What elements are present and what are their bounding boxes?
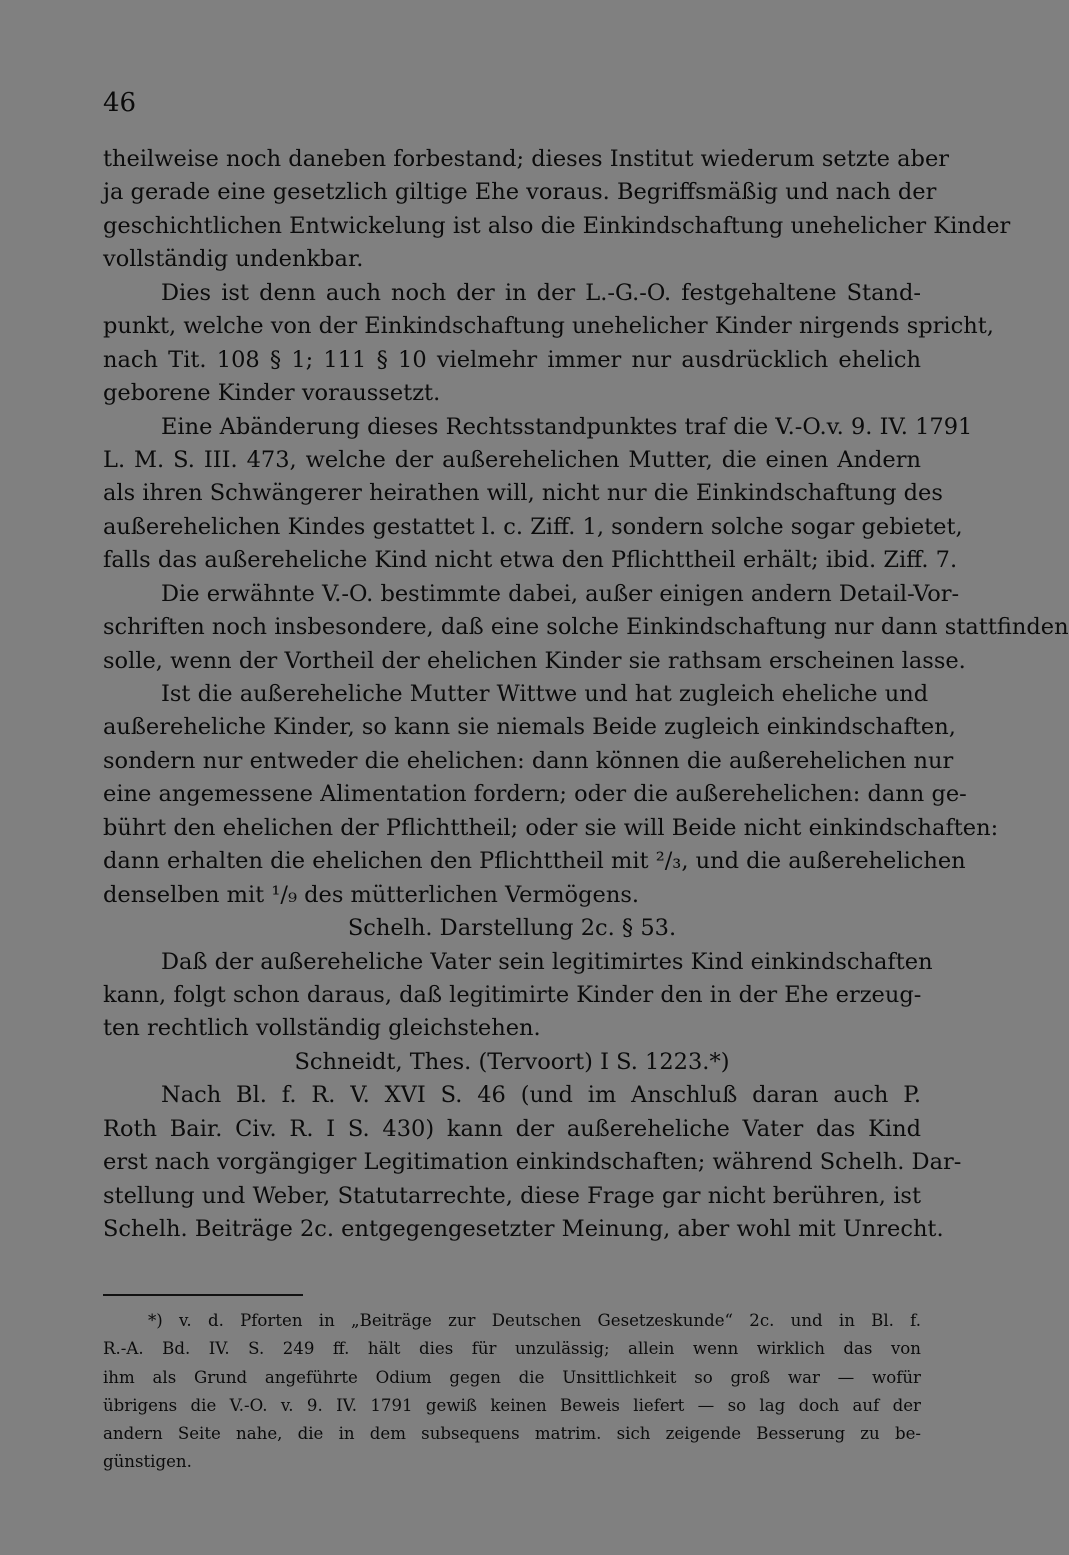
text-line: dann erhalten die ehelichen den Pflichttheil mit ²/₃, und die außerehelichen: [103, 848, 966, 875]
text-line: außerehelichen Kindes gestattet l. c. Ziff. 1, sondern solche sogar gebietet,: [103, 513, 963, 540]
text-line: Schelh. Beiträge 2c. entgegengesetzter Meinung, aber wohl mit Unrecht.: [103, 1216, 944, 1242]
text-line: denselben mit ¹/₉ des mütterlichen Vermögens.: [103, 881, 640, 908]
text-line: theilweise noch daneben forbestand; dieses Institut wiederum setzte aber: [103, 146, 950, 172]
text-line: Die erwähnte V.-O. bestimmte dabei, außer einigen andern Detail-Vor-: [161, 580, 960, 607]
text-line: Dies ist denn auch noch der in der L.-G.-O. festgehaltene Stand-: [161, 279, 921, 306]
text-line: Daß der außereheliche Vater sein legitimirtes Kind einkindschaften: [161, 948, 933, 975]
footnote-line: übrigens die V.-O. v. 9. IV. 1791 gewiß keinen Beweis liefert — so lag doch auf der: [103, 1395, 921, 1415]
text-line: als ihren Schwängerer heirathen will, nicht nur die Einkindschaftung des: [103, 480, 943, 507]
text-line: solle, wenn der Vortheil der ehelichen Kinder sie rathsam erscheinen lasse.: [103, 647, 966, 674]
text-line: sondern nur entweder die ehelichen: dann können die außerehelichen nur: [103, 747, 954, 774]
text-line: schriften noch insbesondere, daß eine solche Einkindschaftung nur dann stattfinden: [103, 614, 1069, 641]
text-line: erst nach vorgängiger Legitimation einkindschaften; während Schelh. Dar-: [103, 1149, 962, 1176]
footnote-line: ihm als Grund angeführte Odium gegen die Unsittlichkeit so groß war — wofür: [103, 1367, 921, 1387]
text-line: vollständig undenkbar.: [103, 246, 364, 273]
text-line: ten rechtlich vollständig gleichstehen.: [103, 1015, 541, 1042]
text-line: bührt den ehelichen der Pflichttheil; oder sie will Beide nicht einkindschaften:: [103, 814, 999, 841]
text-line: eine angemessene Alimentation fordern; oder die außerehelichen: dann ge-: [103, 781, 967, 808]
footnotes: [103, 1307, 921, 1477]
text-line: Ist die außereheliche Mutter Wittwe und hat zugleich eheliche und: [161, 681, 929, 707]
text-line: L. M. S. III. 473, welche der außerehelichen Mutter, die einen Andern: [103, 446, 921, 473]
body-text: [103, 143, 1069, 1246]
text-line: Nach Bl. f. R. V. XVI S. 46 (und im Anschluß daran auch P.: [161, 1082, 921, 1109]
text-line: nach Tit. 108 § 1; 111 § 10 vielmehr immer nur ausdrücklich ehelich: [103, 346, 921, 373]
footnote-rule: [103, 1294, 303, 1296]
text-line: Roth Bair. Civ. R. I S. 430) kann der außereheliche Vater das Kind: [103, 1115, 921, 1142]
text-line: stellung und Weber, Statutarrechte, diese Frage gar nicht berühren, ist: [103, 1182, 921, 1209]
text-line: kann, folgt schon daraus, daß legitimirte Kinder den in der Ehe erzeug-: [103, 981, 922, 1008]
page-number: 46: [103, 88, 137, 118]
footnote-line: andern Seite nahe, die in dem subsequens matrim. sich zeigende Besserung zu be-: [103, 1424, 921, 1444]
citation-line: Schelh. Darstellung 2c. § 53.: [347, 915, 677, 942]
footnote-line: *) v. d. Pforten in „Beiträge zur Deutschen Gesetzeskunde“ 2c. und in Bl. f.: [148, 1311, 921, 1330]
footnote-line: R.-A. Bd. IV. S. 249 ff. hält dies für unzulässig; allein wenn wirklich das von: [103, 1339, 921, 1359]
footnote-line: günstigen.: [103, 1452, 192, 1472]
citation-line: Schneidt, Thes. (Tervoort) I S. 1223.*): [294, 1048, 730, 1075]
text-line: ja gerade eine gesetzlich giltige Ehe voraus. Begriffsmäßig und nach der: [103, 179, 937, 206]
text-line: außereheliche Kinder, so kann sie niemals Beide zugleich einkindschaften,: [103, 714, 956, 741]
text-line: geborene Kinder voraussetzt.: [103, 380, 441, 407]
text-line: geschichtlichen Entwickelung ist also die Einkindschaftung unehelicher Kinder: [103, 212, 1011, 239]
text-line: punkt, welche von der Einkindschaftung unehelicher Kinder nirgends spricht,: [103, 313, 994, 340]
text-line: falls das außereheliche Kind nicht etwa den Pflichttheil erhält; ibid. Ziff. 7.: [103, 547, 958, 574]
text-line: Eine Abänderung dieses Rechtsstandpunktes traf die V.-O.v. 9. IV. 1791: [161, 413, 973, 440]
